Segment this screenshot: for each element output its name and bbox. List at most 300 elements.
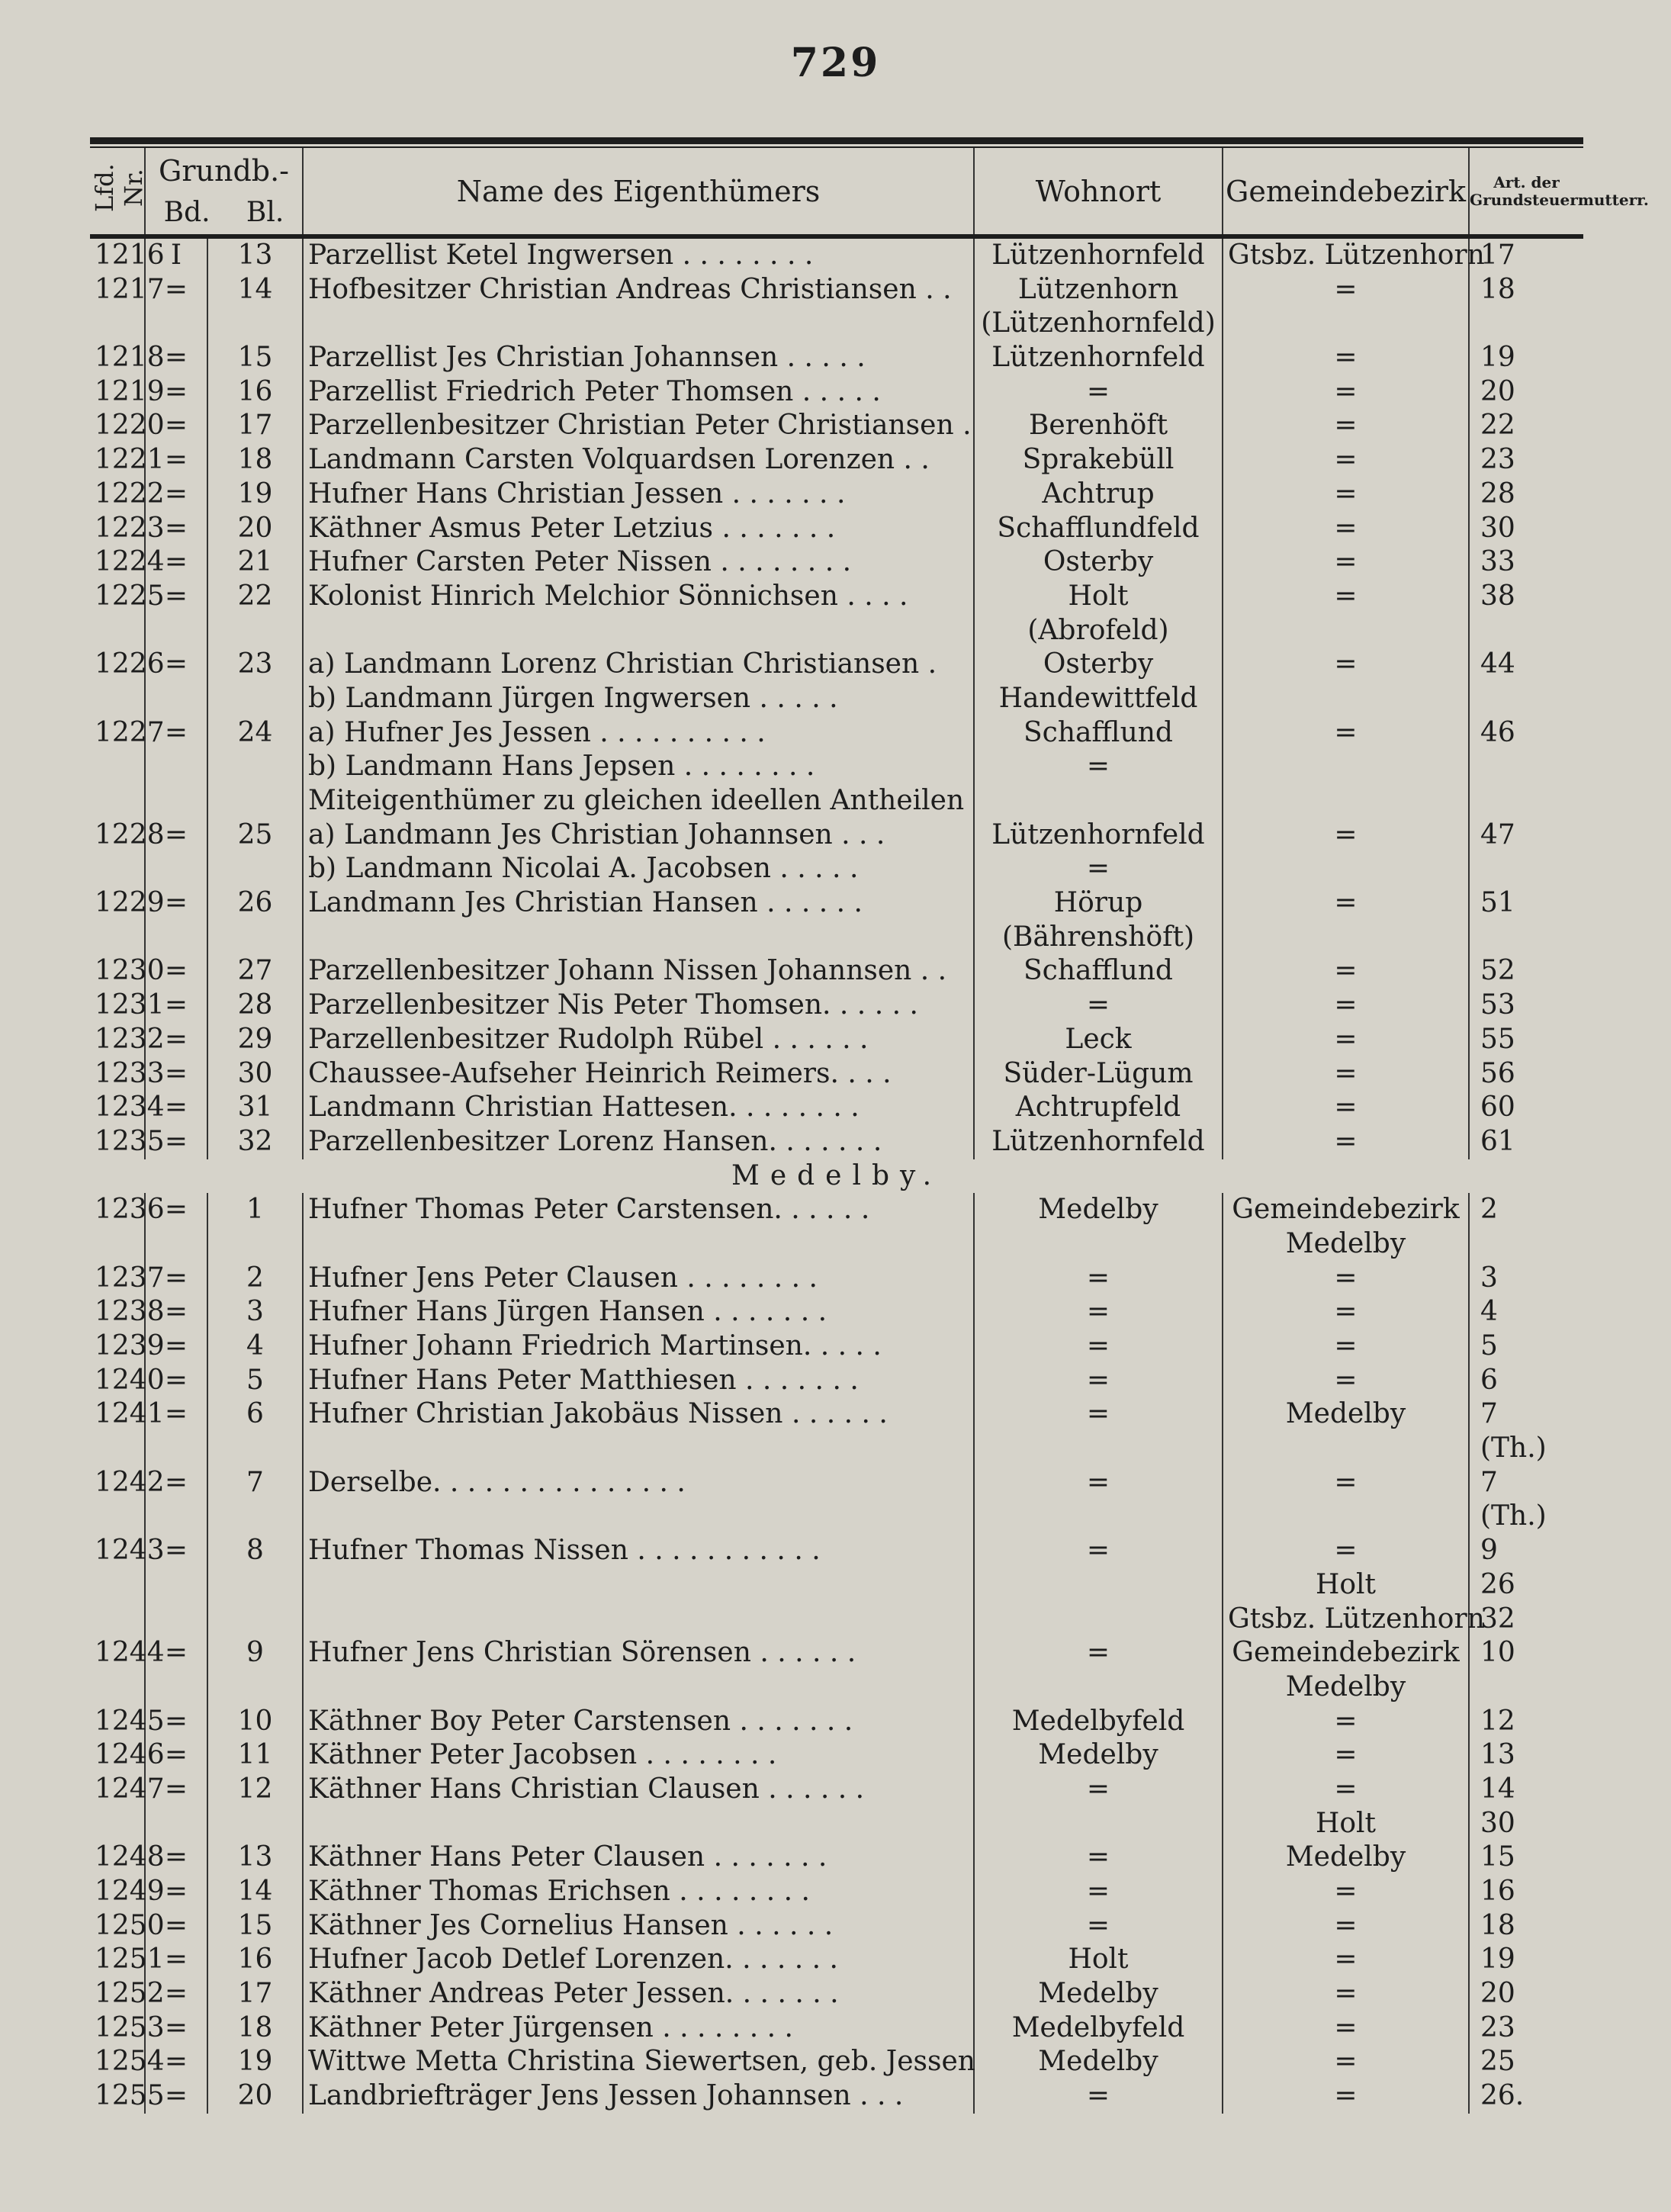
cell-name: Hufner Hans Christian Jessen . . . . . . . (303, 477, 974, 512)
cell-bl: 12 (207, 1773, 303, 1807)
register-row (90, 1909, 1583, 1944)
cell-nr (90, 1432, 145, 1466)
cell-nr: 1244 (90, 1636, 145, 1670)
register-row (90, 1295, 1583, 1329)
register-row (90, 1807, 1583, 1841)
cell-name: Parzellist Ketel Ingwersen . . . . . . . . (303, 239, 974, 273)
cell-name: a) Landmann Lorenz Christian Christiansen . (303, 648, 974, 682)
cell-bez: Gtsbz. Lützenhorn (1223, 1603, 1469, 1637)
cell-bl: 18 (207, 443, 303, 477)
cell-nr: 1219 (90, 375, 145, 410)
header-bd: Bd. (163, 197, 210, 228)
register-row (90, 239, 1583, 273)
cell-name (303, 1227, 974, 1262)
cell-ort: = (974, 1262, 1223, 1296)
header-grundbuch-label: Grundb.- (158, 154, 290, 188)
register-row (90, 1397, 1583, 1432)
cell-bl: 8 (207, 1534, 303, 1568)
cell-bl: 21 (207, 545, 303, 580)
cell-bl: 10 (207, 1705, 303, 1739)
register-row (90, 852, 1583, 886)
cell-nr (90, 921, 145, 955)
header-art (1469, 148, 1649, 234)
cell-bez: Medelby (1223, 1841, 1469, 1875)
cell-bd: = (145, 1738, 207, 1773)
cell-bl: 24 (207, 716, 303, 751)
cell-name: Wittwe Metta Christina Siewertsen, geb. Jessen (303, 2045, 974, 2079)
cell-bez: = (1223, 2045, 1469, 2079)
cell-bez: Gtsbz. Lützenhorn (1223, 239, 1469, 273)
cell-bl (207, 1500, 303, 1534)
cell-ort: Schafflund (974, 716, 1223, 751)
cell-ort (974, 1432, 1223, 1466)
register-row (90, 545, 1583, 580)
cell-art: 38 (1480, 580, 1515, 612)
cell-art: 18 (1480, 1909, 1515, 1941)
cell-ort: = (974, 750, 1223, 784)
cell-ort: Hörup (974, 886, 1223, 921)
register-row (90, 750, 1583, 784)
cell-bd (145, 1670, 207, 1705)
cell-bd: = (145, 580, 207, 614)
cell-art: 25 (1480, 2046, 1515, 2078)
cell-bd: = (145, 1773, 207, 1807)
cell-bez: = (1223, 648, 1469, 682)
cell-bd: = (145, 443, 207, 477)
cell-ort: = (974, 1773, 1223, 1807)
cell-bd (145, 1807, 207, 1841)
cell-bez: = (1223, 1773, 1469, 1807)
cell-nr: 1246 (90, 1738, 145, 1773)
cell-bl: 28 (207, 989, 303, 1023)
cell-bl (207, 921, 303, 955)
cell-art: 56 (1480, 1057, 1515, 1089)
cell-bd: = (145, 2079, 207, 2114)
cell-nr: 1243 (90, 1534, 145, 1568)
cell-bez: Gemeindebezirk (1223, 1193, 1469, 1227)
section-heading-row (90, 1159, 1583, 1194)
cell-ort: = (974, 989, 1223, 1023)
cell-ort: Osterby (974, 648, 1223, 682)
cell-name (303, 1807, 974, 1841)
cell-bez (1223, 307, 1469, 341)
register-row (90, 2045, 1583, 2079)
cell-bez (1223, 852, 1469, 886)
cell-nr (90, 1603, 145, 1637)
cell-name (303, 1500, 974, 1534)
cell-ort: Holt (974, 580, 1223, 614)
register-row (90, 818, 1583, 853)
cell-bd (145, 682, 207, 716)
register-row (90, 2011, 1583, 2046)
cell-nr: 1248 (90, 1841, 145, 1875)
cell-name: Derselbe. . . . . . . . . . . . . . . (303, 1466, 974, 1500)
cell-name: Hufner Hans Peter Matthiesen . . . . . . . (303, 1364, 974, 1398)
register-row (90, 307, 1583, 341)
cell-name: Parzellenbesitzer Johann Nissen Johannsen . . (303, 954, 974, 989)
register-row (90, 273, 1583, 307)
cell-nr (90, 1227, 145, 1262)
cell-name: Parzellenbesitzer Lorenz Hansen. . . . . . . (303, 1125, 974, 1159)
register-row (90, 648, 1583, 682)
cell-bd: = (145, 1193, 207, 1227)
register-row (90, 1262, 1583, 1296)
cell-ort (974, 1603, 1223, 1637)
cell-bl: 27 (207, 954, 303, 989)
cell-bez: Medelby (1223, 1227, 1469, 1262)
cell-art: 19 (1480, 1944, 1515, 1976)
register-row (90, 1432, 1583, 1466)
cell-bd: = (145, 1841, 207, 1875)
cell-bd: = (145, 2011, 207, 2046)
cell-bl (207, 307, 303, 341)
cell-nr: 1253 (90, 2011, 145, 2046)
register-frame (90, 137, 1649, 2114)
cell-name (303, 1603, 974, 1637)
cell-bez (1223, 1500, 1469, 1534)
cell-art: 5 (1480, 1330, 1498, 1362)
cell-name: Parzellenbesitzer Nis Peter Thomsen. . . . . . (303, 989, 974, 1023)
cell-name: Käthner Boy Peter Carstensen . . . . . . . (303, 1705, 974, 1739)
cell-bez: Medelby (1223, 1397, 1469, 1432)
cell-bl (207, 614, 303, 648)
header-nr-label: Lfd. Nr. (90, 163, 148, 212)
cell-nr: 1247 (90, 1773, 145, 1807)
cell-art: 26. (1480, 2080, 1525, 2112)
cell-bl: 16 (207, 1943, 303, 1977)
register-row (90, 784, 1583, 818)
register-row (90, 580, 1583, 614)
cell-bl: 1 (207, 1193, 303, 1227)
register-row (90, 614, 1583, 648)
register-row (90, 1125, 1583, 1159)
cell-name: Hofbesitzer Christian Andreas Christiansen . . (303, 273, 974, 307)
cell-ort: = (974, 2079, 1223, 2114)
cell-bd: = (145, 1466, 207, 1500)
cell-art (1469, 682, 1583, 716)
cell-bez: = (1223, 886, 1469, 921)
cell-bez: Holt (1223, 1568, 1469, 1603)
cell-ort: Medelby (974, 1738, 1223, 1773)
cell-bd: I (145, 239, 207, 273)
cell-name (303, 1568, 974, 1603)
cell-bd: = (145, 1023, 207, 1057)
cell-nr (90, 307, 145, 341)
cell-art: 16 (1480, 1876, 1515, 1907)
cell-bd: = (145, 545, 207, 580)
cell-name: Landmann Jes Christian Hansen . . . . . . (303, 886, 974, 921)
cell-art: 61 (1480, 1125, 1515, 1157)
cell-bl: 2 (207, 1262, 303, 1296)
cell-art: 30 (1480, 1807, 1515, 1839)
cell-art: 19 (1480, 342, 1515, 374)
cell-ort: (Abrofeld) (974, 614, 1223, 648)
cell-ort: Leck (974, 1023, 1223, 1057)
cell-art (1469, 1670, 1583, 1705)
cell-bl: 14 (207, 1875, 303, 1909)
register-row (90, 512, 1583, 546)
cell-art: 55 (1480, 1023, 1515, 1055)
cell-name: Käthner Andreas Peter Jessen. . . . . . . (303, 1977, 974, 2011)
cell-name: a) Hufner Jes Jessen . . . . . . . . . . (303, 716, 974, 751)
cell-ort (974, 1227, 1223, 1262)
cell-bd (145, 614, 207, 648)
cell-bl: 7 (207, 1466, 303, 1500)
cell-ort: = (974, 375, 1223, 410)
cell-art: 22 (1480, 410, 1515, 442)
cell-bl: 19 (207, 2045, 303, 2079)
cell-name: Käthner Peter Jacobsen . . . . . . . . (303, 1738, 974, 1773)
cell-bez (1223, 750, 1469, 784)
cell-bez (1223, 921, 1469, 955)
cell-ort: = (974, 1636, 1223, 1670)
cell-bez: = (1223, 954, 1469, 989)
cell-bl (207, 682, 303, 716)
cell-art (1469, 921, 1583, 955)
cell-bd: = (145, 1636, 207, 1670)
register-row (90, 954, 1583, 989)
cell-name: b) Landmann Jürgen Ingwersen . . . . . (303, 682, 974, 716)
cell-nr: 1236 (90, 1193, 145, 1227)
cell-nr: 1220 (90, 409, 145, 443)
cell-bez: = (1223, 716, 1469, 751)
cell-art: 26 (1480, 1568, 1515, 1600)
cell-nr: 1233 (90, 1057, 145, 1092)
cell-name: Käthner Asmus Peter Letzius . . . . . . . (303, 512, 974, 546)
cell-bl: 32 (207, 1125, 303, 1159)
cell-ort: = (974, 852, 1223, 886)
cell-bez: = (1223, 1977, 1469, 2011)
cell-ort (974, 784, 1223, 818)
cell-bez: = (1223, 1943, 1469, 1977)
cell-ort: Medelby (974, 1193, 1223, 1227)
cell-art: 33 (1480, 546, 1515, 578)
cell-nr: 1231 (90, 989, 145, 1023)
cell-bl (207, 852, 303, 886)
cell-ort: Handewittfeld (974, 682, 1223, 716)
cell-ort: Sprakebüll (974, 443, 1223, 477)
register-row (90, 1364, 1583, 1398)
cell-nr: 1218 (90, 341, 145, 375)
cell-art: 28 (1480, 477, 1515, 510)
cell-name: Landmann Christian Hattesen. . . . . . . . (303, 1091, 974, 1125)
cell-bez: Holt (1223, 1807, 1469, 1841)
cell-nr (90, 1568, 145, 1603)
cell-bl: 17 (207, 409, 303, 443)
cell-bez: = (1223, 818, 1469, 853)
cell-ort: Medelbyfeld (974, 2011, 1223, 2046)
cell-bl (207, 750, 303, 784)
cell-ort: Lützenhornfeld (974, 818, 1223, 853)
cell-bl: 4 (207, 1329, 303, 1364)
register-row (90, 1534, 1583, 1568)
register-row (90, 477, 1583, 512)
register-row (90, 989, 1583, 1023)
cell-nr: 1228 (90, 818, 145, 853)
cell-art: 23 (1480, 444, 1515, 476)
cell-bl: 29 (207, 1023, 303, 1057)
cell-art (1469, 750, 1583, 784)
cell-name (303, 307, 974, 341)
cell-art: 17 (1480, 240, 1515, 271)
cell-name (303, 921, 974, 955)
cell-name: Käthner Hans Peter Clausen . . . . . . . (303, 1841, 974, 1875)
cell-bez (1223, 614, 1469, 648)
register-row (90, 1670, 1583, 1705)
cell-bl: 16 (207, 375, 303, 410)
cell-bl: 3 (207, 1295, 303, 1329)
cell-name (303, 1432, 974, 1466)
register-row (90, 886, 1583, 921)
cell-bd: = (145, 341, 207, 375)
cell-bl: 30 (207, 1057, 303, 1092)
cell-nr (90, 750, 145, 784)
cell-bd (145, 784, 207, 818)
register-row (90, 1227, 1583, 1262)
register-row (90, 1738, 1583, 1773)
register-row (90, 1091, 1583, 1125)
cell-bl: 17 (207, 1977, 303, 2011)
register-row (90, 443, 1583, 477)
cell-ort: = (974, 1295, 1223, 1329)
cell-art: 52 (1480, 955, 1515, 987)
cell-bl (207, 784, 303, 818)
cell-ort: Achtrupfeld (974, 1091, 1223, 1125)
cell-art: 30 (1480, 512, 1515, 544)
cell-bl: 13 (207, 239, 303, 273)
cell-bez: = (1223, 1909, 1469, 1944)
cell-bl: 14 (207, 273, 303, 307)
cell-bl: 26 (207, 886, 303, 921)
cell-nr (90, 1807, 145, 1841)
cell-art: 32 (1480, 1603, 1515, 1635)
cell-art: 13 (1480, 1739, 1515, 1771)
cell-ort: Schafflundfeld (974, 512, 1223, 546)
cell-ort: Holt (974, 1943, 1223, 1977)
cell-art (1469, 784, 1583, 818)
cell-ort: Lützenhorn (974, 273, 1223, 307)
cell-bl: 11 (207, 1738, 303, 1773)
cell-nr: 1240 (90, 1364, 145, 1398)
cell-nr: 1242 (90, 1466, 145, 1500)
cell-bl: 13 (207, 1841, 303, 1875)
cell-art: 4 (1480, 1296, 1498, 1328)
cell-name: a) Landmann Jes Christian Johannsen . . . (303, 818, 974, 853)
cell-bl: 20 (207, 2079, 303, 2114)
cell-art (1469, 614, 1583, 648)
cell-art: 20 (1480, 375, 1515, 407)
cell-bd: = (145, 1397, 207, 1432)
cell-name: Kolonist Hinrich Melchior Sönnichsen . . . . (303, 580, 974, 614)
header-name: Name des Eigenthümers (303, 148, 974, 234)
cell-bez: = (1223, 1091, 1469, 1125)
cell-bl: 23 (207, 648, 303, 682)
cell-nr: 1241 (90, 1397, 145, 1432)
cell-nr: 1234 (90, 1091, 145, 1125)
cell-bd (145, 750, 207, 784)
cell-bd: = (145, 1943, 207, 1977)
register-row (90, 1841, 1583, 1875)
register-row (90, 1977, 1583, 2011)
cell-bd: = (145, 477, 207, 512)
cell-bl (207, 1432, 303, 1466)
cell-ort: = (974, 1466, 1223, 1500)
cell-bez: = (1223, 1295, 1469, 1329)
cell-bl (207, 1227, 303, 1262)
cell-ort: = (974, 1329, 1223, 1364)
register-table (90, 239, 1583, 2114)
register-row (90, 1329, 1583, 1364)
cell-name: Käthner Thomas Erichsen . . . . . . . . (303, 1875, 974, 1909)
cell-bd: = (145, 818, 207, 853)
cell-bez: = (1223, 1466, 1469, 1500)
cell-nr: 1249 (90, 1875, 145, 1909)
cell-art (1469, 852, 1583, 886)
cell-name: Landbriefträger Jens Jessen Johannsen . . . (303, 2079, 974, 2114)
cell-art (1469, 307, 1583, 341)
cell-nr: 1217 (90, 273, 145, 307)
cell-name: b) Landmann Hans Jepsen . . . . . . . . (303, 750, 974, 784)
cell-bd: = (145, 375, 207, 410)
cell-nr: 1254 (90, 2045, 145, 2079)
header-wohnort: Wohnort (974, 148, 1223, 234)
cell-bez: = (1223, 989, 1469, 1023)
cell-name: b) Landmann Nicolai A. Jacobsen . . . . . (303, 852, 974, 886)
cell-art: 9 (1480, 1535, 1498, 1567)
cell-art: 6 (1480, 1364, 1498, 1396)
cell-art: 15 (1480, 1841, 1515, 1873)
cell-bez: = (1223, 2079, 1469, 2114)
cell-bez: = (1223, 545, 1469, 580)
page-number: 729 (790, 40, 881, 86)
cell-bl: 25 (207, 818, 303, 853)
cell-nr: 1216 (90, 239, 145, 273)
cell-ort: Lützenhornfeld (974, 341, 1223, 375)
cell-art: 44 (1480, 648, 1515, 680)
cell-art: 60 (1480, 1092, 1515, 1124)
cell-ort: Lützenhornfeld (974, 239, 1223, 273)
cell-bd (145, 1568, 207, 1603)
cell-bd (145, 921, 207, 955)
cell-bl: 22 (207, 580, 303, 614)
cell-bd: = (145, 409, 207, 443)
cell-art: 12 (1480, 1705, 1515, 1737)
cell-bl: 15 (207, 1909, 303, 1944)
cell-ort (974, 1500, 1223, 1534)
cell-bl: 15 (207, 341, 303, 375)
cell-bez: Gemeindebezirk (1223, 1636, 1469, 1670)
cell-bez: = (1223, 1738, 1469, 1773)
cell-bd (145, 307, 207, 341)
cell-bd (145, 1432, 207, 1466)
cell-nr: 1245 (90, 1705, 145, 1739)
cell-art: 47 (1480, 818, 1515, 850)
cell-art: 51 (1480, 887, 1515, 919)
cell-ort: Lützenhornfeld (974, 1125, 1223, 1159)
cell-art: 7 (1480, 1466, 1498, 1498)
cell-nr (90, 614, 145, 648)
cell-bez (1223, 784, 1469, 818)
cell-bd: = (145, 273, 207, 307)
cell-art: 7 (1480, 1398, 1498, 1430)
cell-nr: 1255 (90, 2079, 145, 2114)
register-row (90, 1568, 1583, 1603)
top-rule (90, 137, 1583, 144)
cell-bez: Medelby (1223, 1670, 1469, 1705)
cell-art: (Th.) (1480, 1500, 1547, 1532)
cell-name: Käthner Peter Jürgensen . . . . . . . . (303, 2011, 974, 2046)
cell-nr: 1239 (90, 1329, 145, 1364)
